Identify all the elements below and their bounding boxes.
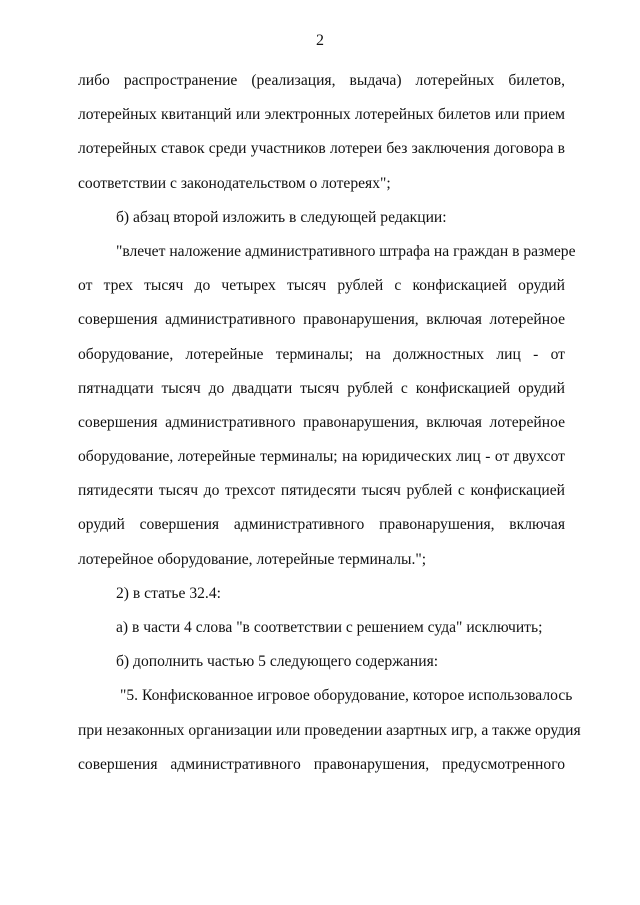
paragraph-a-part-4: [78, 618, 565, 652]
text-line: при незаконных организации или проведении азартных игр, а также орудия: [78, 721, 581, 739]
text-line: совершения административного правонарушения, включая лотерейное: [78, 311, 565, 329]
text-line: 2) в статье 32.4:: [116, 584, 221, 602]
page-number: 2: [316, 32, 324, 49]
text-line: лотерейных квитанций или электронных лотерейных билетов или прием: [78, 106, 565, 124]
text-line: а) в части 4 слова "в соответствии с решением суда" исключить;: [116, 619, 543, 636]
text-line: соответствии с законодательством о лотереях";: [78, 174, 391, 192]
paragraph-article-32-4: [78, 584, 565, 618]
paragraph-b-second-abzac: [78, 208, 565, 242]
text-line: "5. Конфискованное игровое оборудование, которое использовалось: [120, 687, 573, 705]
text-line: "влечет наложение административного штрафа на граждан в размере: [116, 242, 576, 260]
text-line: лотерейное оборудование, лотерейные терминалы.";: [78, 550, 427, 568]
text-line: пятнадцати тысяч до двадцати тысяч рублей с конфискацией орудий: [78, 379, 565, 397]
text-line: б) абзац второй изложить в следующей редакции:: [116, 208, 447, 226]
text-line: б) дополнить частью 5 следующего содержания:: [116, 653, 439, 671]
text-line: орудий совершения административного правонарушения, включая: [78, 516, 565, 534]
text-line: совершения административного правонарушения, включая лотерейное: [78, 413, 565, 431]
paragraph-fine-text: [78, 242, 576, 584]
paragraph-b-part-5: [78, 652, 565, 686]
text-line: лотерейных ставок среди участников лотереи без заключения договора в: [78, 140, 565, 158]
document-body: [78, 71, 581, 789]
text-line: оборудование, лотерейные терминалы; на юридических лиц - от двухсот: [78, 448, 565, 466]
text-line: пятидесяти тысяч до трехсот пятидесяти тысяч рублей с конфискацией: [78, 482, 565, 500]
paragraph-lottery-distribution: [78, 71, 565, 208]
text-line: либо распространение (реализация, выдача) лотерейных билетов,: [78, 72, 565, 89]
text-line: от трех тысяч до четырех тысяч рублей с конфискацией орудий: [78, 277, 565, 295]
text-line: совершения административного правонарушения, предусмотренного: [78, 755, 565, 773]
text-line: оборудование, лотерейные терминалы; на должностных лиц - от: [78, 345, 565, 363]
paragraph-part-5-text: [78, 686, 581, 789]
